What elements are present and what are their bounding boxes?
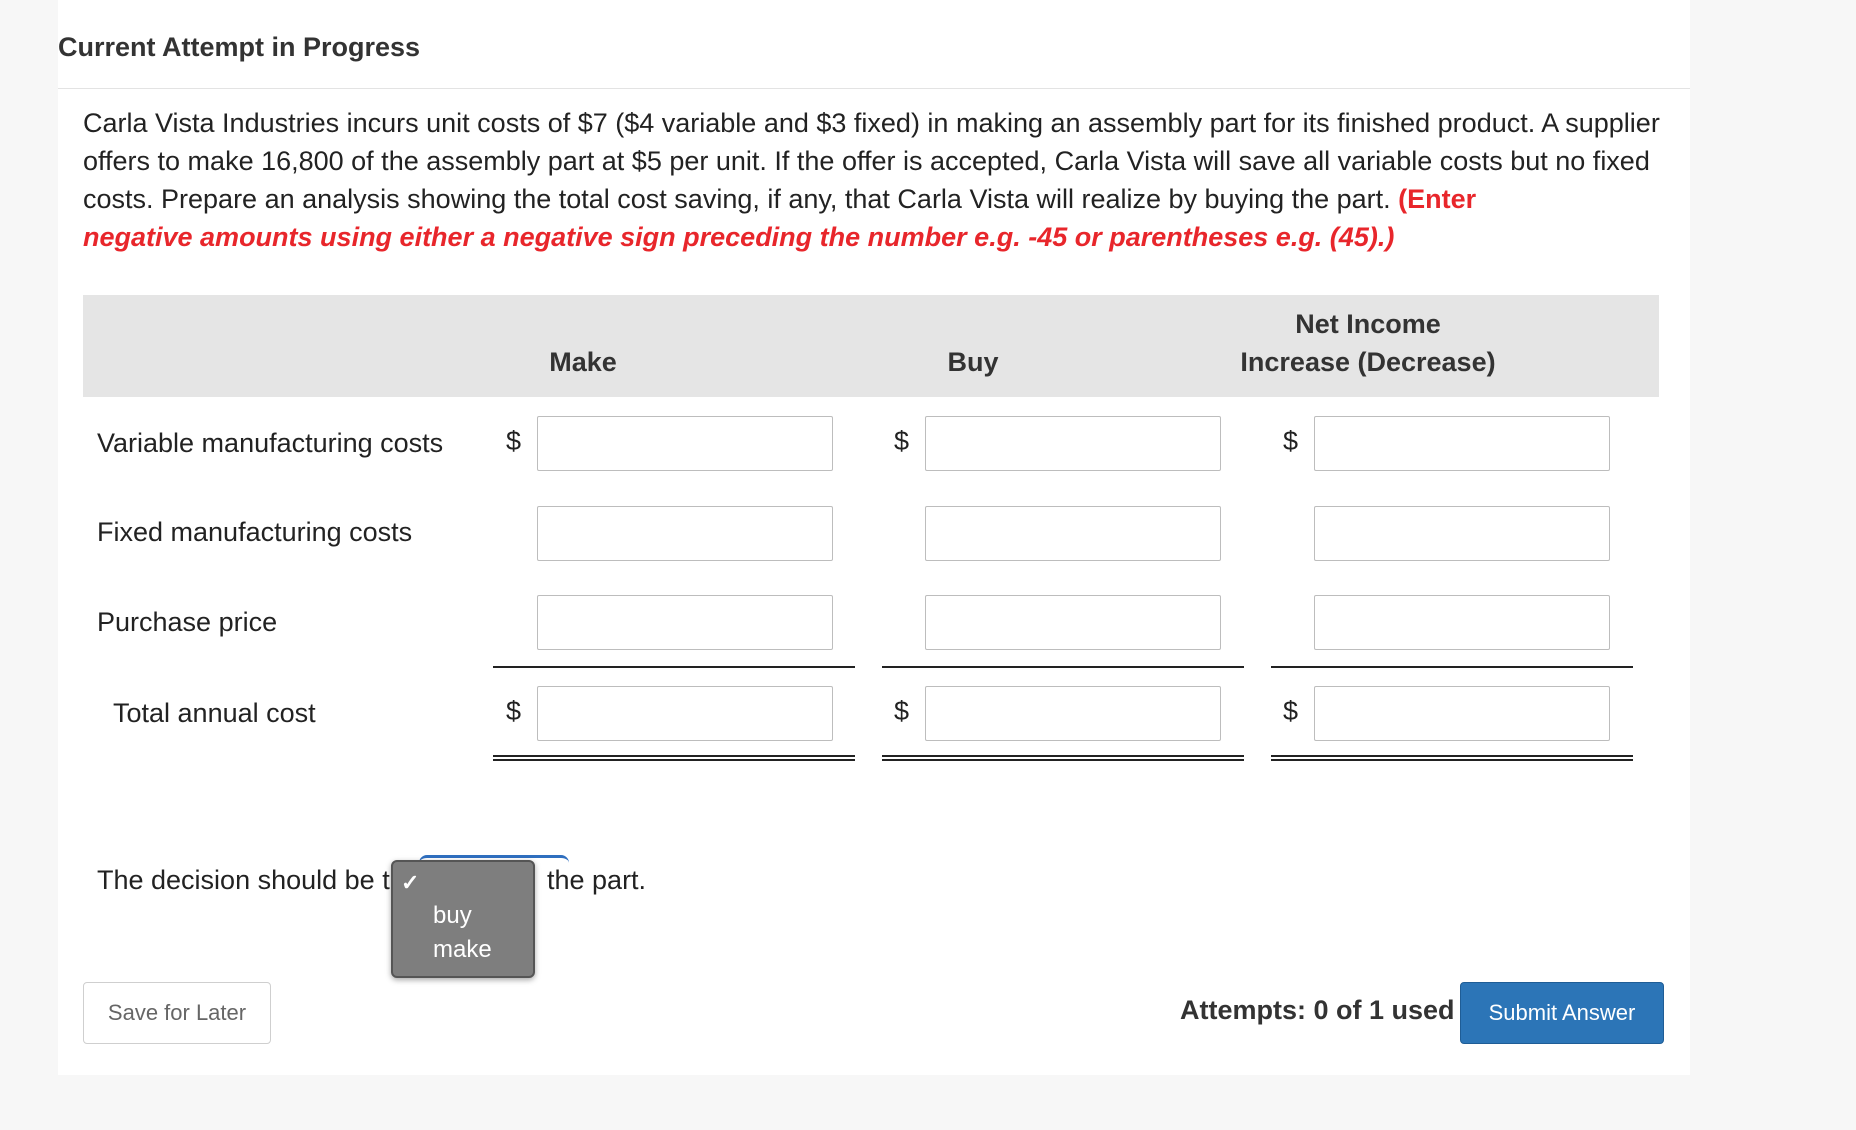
decision-prefix: The decision should be t: [97, 865, 390, 895]
dollar-sign: $: [1283, 696, 1299, 726]
total-net-input[interactable]: [1314, 686, 1610, 741]
row-label-total: Total annual cost: [113, 698, 316, 728]
total-double-rule: [882, 755, 1244, 761]
decision-suffix: the part.: [547, 865, 647, 895]
subtotal-rule: [882, 666, 1244, 668]
attempt-header: Current Attempt in Progress: [58, 32, 421, 62]
dollar-sign: $: [894, 426, 910, 456]
total-double-rule: [1271, 755, 1633, 761]
column-header-buy: Buy: [947, 347, 999, 377]
column-header-make: Make: [549, 347, 617, 377]
purchase-buy-input[interactable]: [925, 595, 1221, 650]
column-header-increase-decrease: Increase (Decrease): [1240, 347, 1496, 377]
instruction-text: negative amounts using either a negative sign preceding the number e.g. -45 or parentheses e.g. (45).): [83, 222, 1395, 252]
dropdown-option-buy[interactable]: buy: [433, 902, 472, 929]
purchase-net-input[interactable]: [1314, 595, 1610, 650]
question-text: [83, 104, 1673, 256]
row-label-fixed: Fixed manufacturing costs: [97, 517, 413, 547]
table-header: [83, 295, 1659, 397]
question-card: [58, 0, 1690, 1075]
purchase-make-input[interactable]: [537, 595, 833, 650]
variable-buy-input[interactable]: [925, 416, 1221, 471]
decision-dropdown-menu[interactable]: [391, 860, 535, 978]
question-body: Carla Vista Industries incurs unit costs of $7 ($4 variable and $3 fixed) in making an assembly part for its finished product. A supplier offers to make 16,800 of the assembly part at $5 per unit. If the offer is accepted, Carla Vista will save all variable costs but no fixed costs. Prepare an analysis showing the total cost saving, if any, that Carla Vista will realize by buying the part.: [83, 108, 1660, 214]
fixed-buy-input[interactable]: [925, 506, 1221, 561]
subtotal-rule: [493, 666, 855, 668]
check-icon: ✓: [401, 870, 420, 895]
fixed-make-input[interactable]: [537, 506, 833, 561]
variable-make-input[interactable]: [537, 416, 833, 471]
dropdown-option-make[interactable]: make: [433, 936, 492, 963]
subtotal-rule: [1271, 666, 1633, 668]
variable-net-input[interactable]: [1314, 416, 1610, 471]
total-make-input[interactable]: [537, 686, 833, 741]
fixed-net-input[interactable]: [1314, 506, 1610, 561]
submit-answer-button[interactable]: Submit Answer: [1460, 982, 1664, 1044]
instruction-open: (Enter: [1398, 184, 1477, 214]
save-for-later-button[interactable]: Save for Later: [83, 982, 271, 1044]
total-buy-input[interactable]: [925, 686, 1221, 741]
dollar-sign: $: [1283, 426, 1299, 456]
column-header-net-income: Net Income: [1295, 309, 1441, 339]
row-label-purchase: Purchase price: [97, 607, 278, 637]
dollar-sign: $: [506, 696, 522, 726]
total-double-rule: [493, 755, 855, 761]
row-label-variable: Variable manufacturing costs: [97, 428, 444, 458]
dollar-sign: $: [894, 696, 910, 726]
attempts-counter: Attempts: 0 of 1 used: [1180, 995, 1455, 1025]
dollar-sign: $: [506, 426, 522, 456]
header-divider: [58, 88, 1690, 89]
